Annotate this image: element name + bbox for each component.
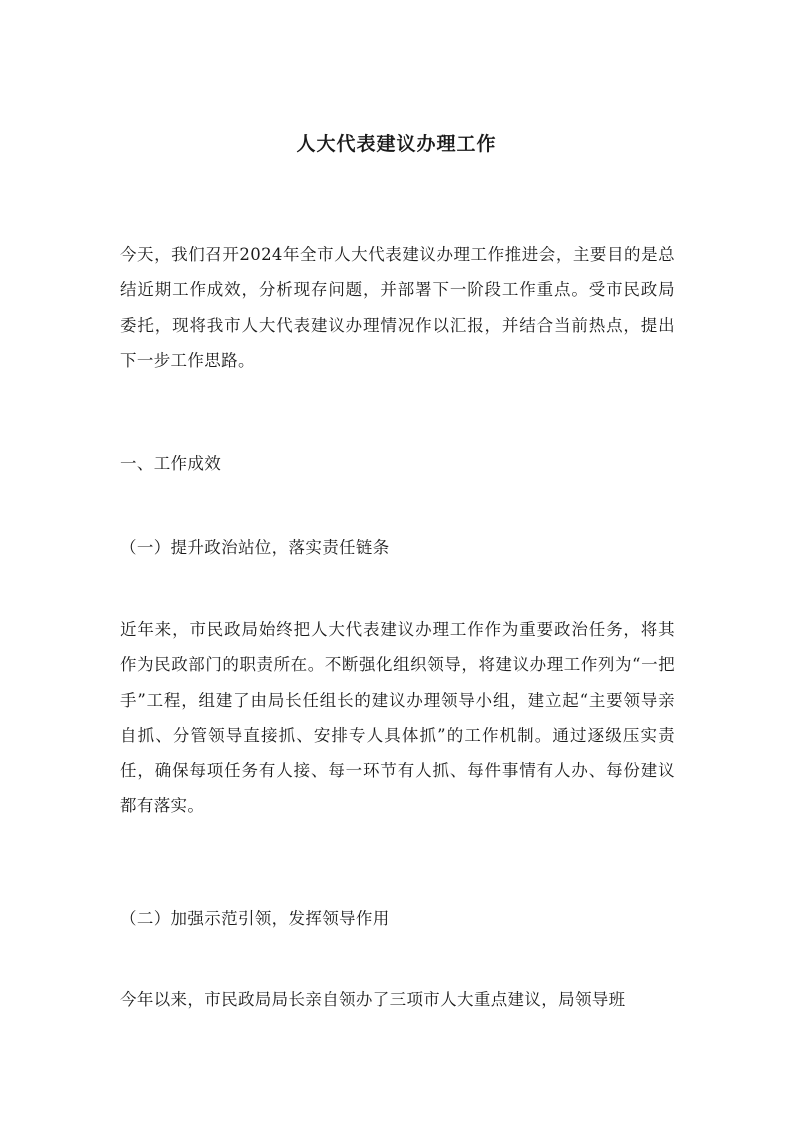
intro-paragraph: 今天，我们召开2024年全市人大代表建议办理工作推进会，主要目的是总结近期工作成效，分析现存问题，并部署下一阶段工作重点。受市民政局委托，现将我市人大代表建议办理情况作以汇报，并结合当前热点，提出下一步工作思路。 bbox=[120, 245, 675, 370]
subsection-heading: （一）提升政治站位，落实责任链条 bbox=[120, 538, 390, 557]
section-heading: 一、工作成效 bbox=[120, 454, 222, 473]
document-title: 人大代表建议办理工作 bbox=[296, 133, 497, 155]
subsection-heading: （二）加强示范引领，发挥领导作用 bbox=[120, 909, 390, 928]
body-paragraph: 近年来，市民政局始终把人大代表建议办理工作作为重要政治任务，将其作为民政部门的职责所在。不断强化组织领导，将建议办理工作列为“一把手”工程，组建了由局长任组长的建议办理领导小组，建立起“主要领导亲自抓、分管领导直接抓、安排专人具体抓”的工作机制。通过逐级压实责任，确保每项任务有人接、每一环节有人抓、每件事情有人办、每份建议都有落实。 bbox=[120, 620, 675, 816]
body-paragraph: 今年以来，市民政局局长亲自领办了三项市人大重点建议，局领导班 bbox=[120, 990, 626, 1009]
